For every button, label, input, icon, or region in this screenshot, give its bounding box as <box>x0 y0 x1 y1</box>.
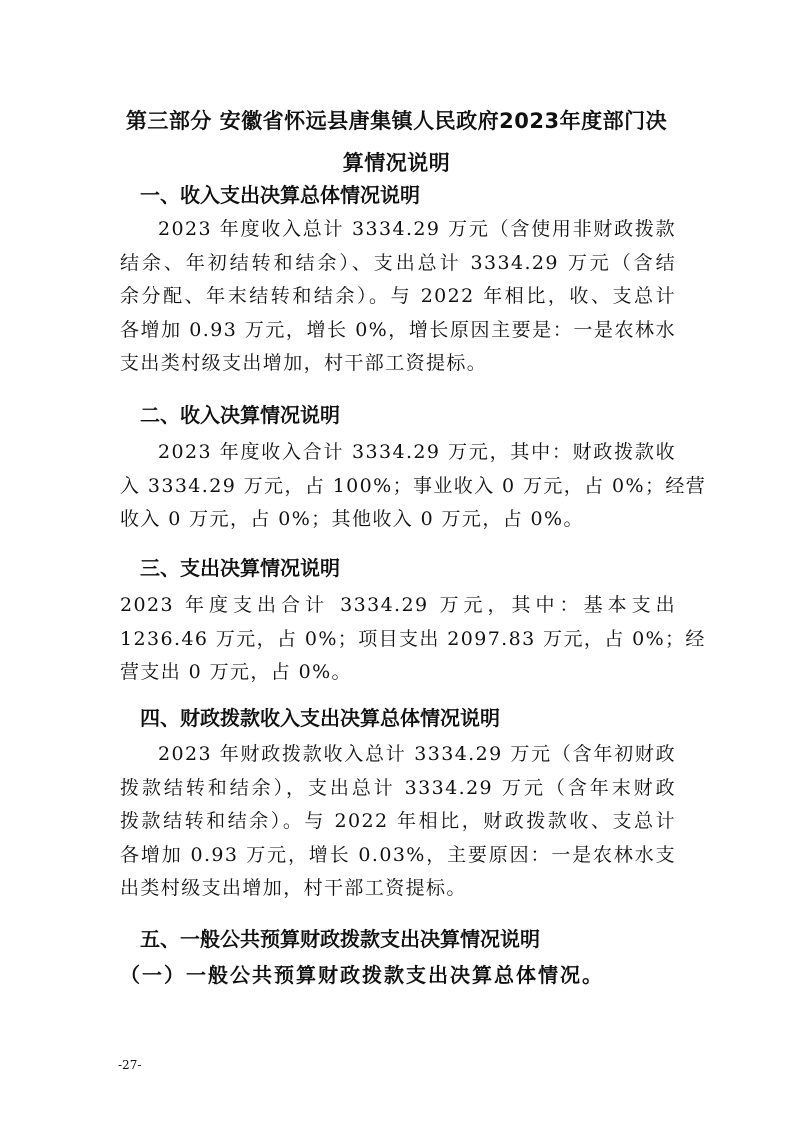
section-4-paragraph <box>120 738 676 906</box>
paragraph-line: 余分配、年末结转和结余）。与 2022 年相比，收、支总计 <box>120 285 676 307</box>
section-1-paragraph <box>120 213 676 381</box>
paragraph-line: 入 3334.29 万元，占 100%；事业收入 0 万元，占 0%；经营 <box>120 474 707 497</box>
paragraph-line: 收入 0 万元，占 0%；其他收入 0 万元，占 0%。 <box>120 508 584 530</box>
paragraph-line: 支出类村级支出增加，村干部工资提标。 <box>120 352 488 374</box>
paragraph-line: 2023 年财政拨款收入总计 3334.29 万元（含年初财政 <box>158 743 676 765</box>
page-title <box>100 100 693 184</box>
section-3-paragraph <box>120 589 706 690</box>
paragraph-line: 拨款结转和结余），支出总计 3334.29 万元（含年末财政 <box>120 776 676 799</box>
section-1-heading: 一、收入支出决算总体情况说明 <box>140 183 420 207</box>
section-3-heading: 三、支出决算情况说明 <box>140 556 340 580</box>
title-line-1: 第三部分 安徽省怀远县唐集镇人民政府2023年度部门决 <box>125 109 668 133</box>
paragraph-line: 2023 年度收入合计 3334.29 万元，其中：财政拨款收 <box>158 441 676 463</box>
section-4-heading: 四、财政拨款收入支出决算总体情况说明 <box>140 706 500 730</box>
section-5-heading: 五、一般公共预算财政拨款支出决算情况说明 <box>140 927 540 951</box>
title-line-2: 算情况说明 <box>342 151 451 175</box>
paragraph-line: 各增加 0.93 万元，增长 0.03%，主要原因：一是农林水支 <box>120 843 676 866</box>
paragraph-line: 各增加 0.93 万元，增长 0%，增长原因主要是：一是农林水 <box>120 318 676 341</box>
paragraph-line: 2023 年度支出合计 3334.29 万元，其中：基本支出 <box>120 594 676 616</box>
paragraph-line: 2023 年度收入总计 3334.29 万元（含使用非财政拨款 <box>158 218 676 240</box>
page-number: -27- <box>118 1058 142 1072</box>
paragraph-line: 结余、年初结转和结余）、支出总计 3334.29 万元（含结 <box>120 251 676 274</box>
section-2-paragraph <box>120 436 707 537</box>
section-2-heading: 二、收入决算情况说明 <box>140 403 340 427</box>
section-5-subheading: （一）一般公共预算财政拨款支出决算总体情况。 <box>120 963 604 987</box>
paragraph-line: 拨款结转和结余）。与 2022 年相比，财政拨款收、支总计 <box>120 810 676 832</box>
paragraph-line: 1236.46 万元，占 0%；项目支出 2097.83 万元，占 0%；经 <box>120 627 706 650</box>
paragraph-line: 营支出 0 万元，占 0%。 <box>120 661 352 683</box>
paragraph-line: 出类村级支出增加，村干部工资提标。 <box>120 877 467 899</box>
